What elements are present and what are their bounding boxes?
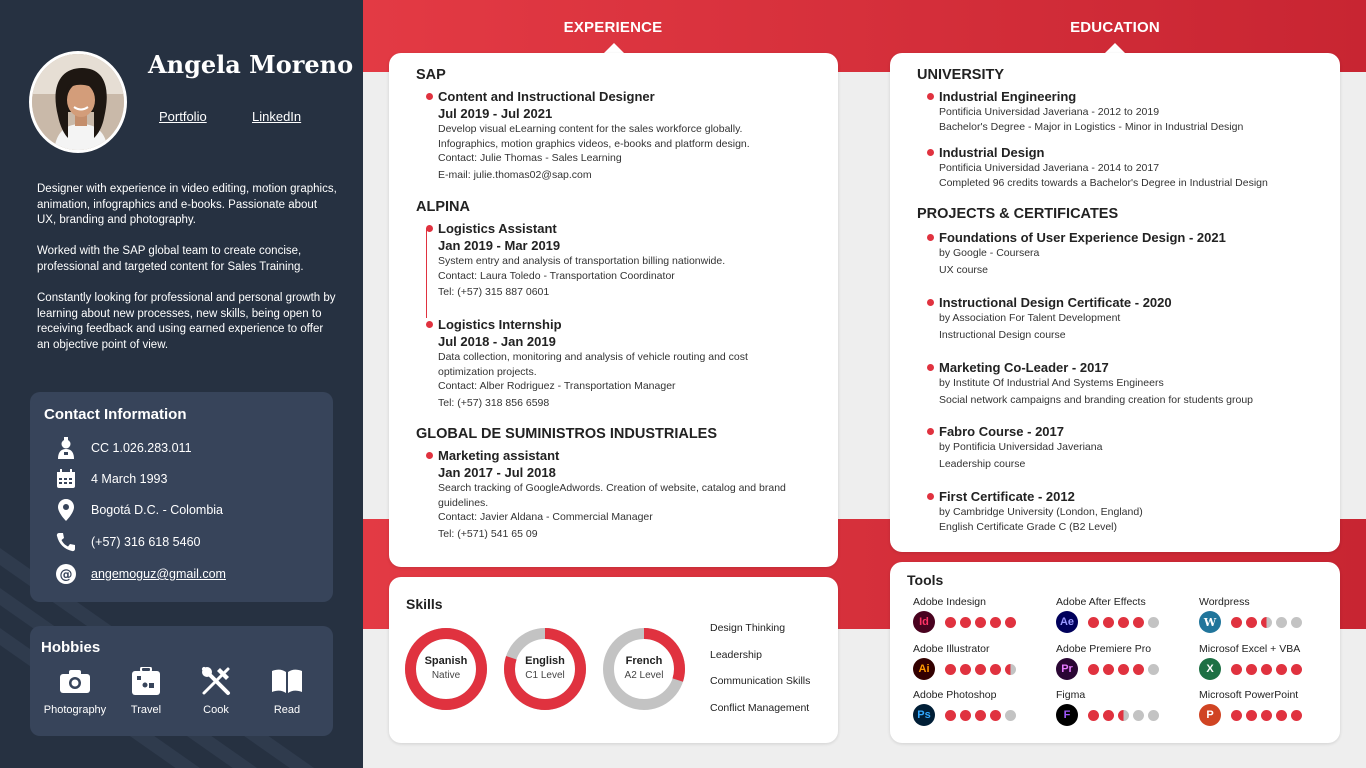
id-number: CC 1.026.283.011 <box>91 441 192 455</box>
about-paragraph: Constantly looking for professional and personal growth by learning about new processes, new skills, being open to receiving feedback and using earned experience to offer an objective point of view. <box>37 292 336 351</box>
project-entry <box>939 359 1253 407</box>
experience-entry <box>438 316 828 410</box>
role-email: E-mail: julie.thomas02@sap.com <box>438 168 592 181</box>
rating-dot <box>975 710 986 721</box>
project-issuer: by Cambridge University (London, England) <box>939 506 1143 518</box>
timeline-bullet <box>927 428 934 435</box>
role-phone: Tel: (+57) 318 856 6598 <box>438 396 550 409</box>
university-heading: UNIVERSITY <box>917 67 1005 83</box>
timeline-bullet <box>927 364 934 371</box>
rating-dot <box>945 664 956 675</box>
language-progress-arc <box>411 634 482 705</box>
linkedin-link[interactable]: LinkedIn <box>252 109 302 124</box>
portfolio-link[interactable]: Portfolio <box>159 109 207 124</box>
rating-dot <box>1148 617 1159 628</box>
timeline-bullet <box>927 493 934 500</box>
language-level: Native <box>431 670 461 681</box>
tool-rating <box>1088 710 1159 721</box>
project-detail: Instructional Design course <box>939 328 1066 341</box>
rating-dot <box>960 710 971 721</box>
role-detail: System entry and analysis of transportation billing nationwide. <box>438 255 726 267</box>
project-detail: Leadership course <box>939 457 1026 470</box>
project-title: Fabro Course - 2017 <box>939 424 1064 439</box>
degree-entry <box>939 88 1243 134</box>
rating-dot <box>975 664 986 675</box>
experience-entry <box>438 447 828 541</box>
experience-entry <box>438 88 828 182</box>
tool-name: Adobe Photoshop <box>913 689 997 701</box>
rating-dot <box>1103 617 1114 628</box>
rating-dot <box>1231 710 1242 721</box>
language-name: French <box>625 655 663 667</box>
phone: (+57) 316 618 5460 <box>91 535 201 549</box>
soft-skill: Design Thinking <box>710 622 786 634</box>
rating-dot <box>960 664 971 675</box>
tool-item <box>1199 596 1339 636</box>
project-issuer: by Institute Of Industrial And Systems Engineers <box>939 377 1164 389</box>
figma-icon: F <box>1056 704 1078 726</box>
excel-icon: X <box>1199 658 1221 680</box>
degree-detail: Completed 96 credits towards a Bachelor's Degree in Industrial Design <box>939 176 1268 189</box>
tool-item <box>913 596 1053 636</box>
tool-rating <box>1088 617 1159 628</box>
experience-heading: EXPERIENCE <box>563 19 663 36</box>
language-name: English <box>525 655 565 667</box>
heading-notch <box>1105 43 1125 53</box>
rating-dot <box>1005 710 1016 721</box>
rating-dot <box>1103 710 1114 721</box>
project-title: Foundations of User Experience Design - 2021 <box>939 230 1226 245</box>
project-issuer: by Google - Coursera <box>939 247 1040 259</box>
heading-notch <box>604 43 624 53</box>
contact-id-row <box>54 436 192 460</box>
project-issuer: by Pontificia Universidad Javeriana <box>939 441 1103 453</box>
company-name: GLOBAL DE SUMINISTROS INDUSTRIALES <box>416 426 718 442</box>
rating-dot <box>945 617 956 628</box>
photoshop-icon: Ps <box>913 704 935 726</box>
luggage-icon <box>132 667 160 700</box>
timeline-bullet <box>426 452 433 459</box>
hobby-cook <box>181 666 251 716</box>
project-entry <box>939 294 1172 342</box>
role-title: Logistics Assistant <box>438 221 557 236</box>
phone-icon <box>54 530 78 554</box>
rating-dot <box>1291 617 1302 628</box>
hobbies-title: Hobbies <box>41 639 101 656</box>
tool-item <box>1056 689 1196 729</box>
sidebar <box>0 0 363 768</box>
hobby-label: Cook <box>203 704 229 716</box>
tool-name: Adobe Premiere Pro <box>1056 643 1152 655</box>
tool-name: Figma <box>1056 689 1086 701</box>
wordpress-icon: W <box>1199 611 1221 633</box>
tool-item <box>913 689 1053 729</box>
contact-location-row <box>54 498 224 522</box>
rating-dot <box>1118 710 1129 721</box>
degree-title: Industrial Design <box>939 145 1045 160</box>
rating-dot <box>1133 617 1144 628</box>
rating-dot <box>1276 664 1287 675</box>
soft-skill: Conflict Management <box>710 702 810 714</box>
language-name: Spanish <box>424 655 468 667</box>
timeline-bullet <box>927 234 934 241</box>
role-detail: Develop visual eLearning content for the sales workforce globally. <box>438 123 743 135</box>
degree-institution: Pontificia Universidad Javeriana - 2012 to 2019 <box>939 106 1160 118</box>
book-icon <box>272 669 302 698</box>
calendar-icon <box>54 467 78 491</box>
rating-dot <box>1005 617 1016 628</box>
role-dates: Jul 2018 - Jan 2019 <box>438 334 556 349</box>
degree-institution: Pontificia Universidad Javeriana - 2014 to 2017 <box>939 162 1160 174</box>
role-dates: Jul 2019 - Jul 2021 <box>438 106 553 121</box>
rating-dot <box>1291 664 1302 675</box>
rating-dot <box>1103 664 1114 675</box>
rating-dot <box>990 664 1001 675</box>
contact-birthday-row <box>54 467 168 491</box>
tool-name: Wordpress <box>1199 596 1250 608</box>
rating-dot <box>1291 710 1302 721</box>
project-detail: English Certificate Grade C (B2 Level) <box>939 520 1117 533</box>
premiere-pro-icon: Pr <box>1056 658 1078 680</box>
project-entry <box>939 423 1102 471</box>
about-paragraph: Designer with experience in video editing, motion graphics, animation, infographics and e-books. Passionate about UX, branding and photography. <box>37 183 337 226</box>
timeline-bullet <box>426 93 433 100</box>
location-pin-icon <box>54 498 78 522</box>
rating-dot <box>1088 710 1099 721</box>
skills-title: Skills <box>406 596 443 612</box>
timeline-bullet <box>927 149 934 156</box>
tool-item <box>913 643 1053 683</box>
timeline-line <box>426 228 427 318</box>
contact-title: Contact Information <box>44 406 187 423</box>
tool-rating <box>945 664 1016 675</box>
location: Bogotá D.C. - Colombia <box>91 503 224 517</box>
rating-dot <box>1246 710 1257 721</box>
language-ring-english <box>504 628 586 710</box>
language-level: A2 Level <box>624 670 664 681</box>
profile-name: Angela Moreno <box>148 50 354 79</box>
tool-name: Adobe Indesign <box>913 596 986 608</box>
hobby-travel <box>111 666 181 716</box>
role-title: Marketing assistant <box>438 448 560 463</box>
rating-dot <box>1261 617 1272 628</box>
camera-icon <box>60 669 90 698</box>
tools-title: Tools <box>907 572 944 588</box>
svg-text:@: @ <box>59 567 73 583</box>
company-name: ALPINA <box>416 199 470 215</box>
rating-dot <box>990 710 1001 721</box>
indesign-icon: Id <box>913 611 935 633</box>
tool-item <box>1056 596 1196 636</box>
rating-dot <box>1246 664 1257 675</box>
rating-dot <box>1231 664 1242 675</box>
avatar <box>29 51 127 153</box>
tool-rating <box>1231 710 1302 721</box>
timeline-bullet <box>426 225 433 232</box>
timeline-bullet <box>927 299 934 306</box>
soft-skill: Communication Skills <box>710 675 811 687</box>
experience-entry <box>438 220 828 300</box>
rating-dot <box>1261 710 1272 721</box>
contact-phone-row <box>54 530 201 554</box>
rating-dot <box>1005 664 1016 675</box>
tool-rating <box>1231 617 1302 628</box>
tool-rating <box>1088 664 1159 675</box>
role-detail: Search tracking of GoogleAdwords. Creation of website, catalog and brand guidelines. <box>438 482 786 509</box>
tool-item <box>1199 643 1339 683</box>
rating-dot <box>1088 664 1099 675</box>
tool-item <box>1056 643 1196 683</box>
project-entry <box>939 488 1143 534</box>
rating-dot <box>1246 617 1257 628</box>
rating-dot <box>1133 710 1144 721</box>
birthday: 4 March 1993 <box>91 472 168 486</box>
language-ring-spanish <box>405 628 487 710</box>
after-effects-icon: Ae <box>1056 611 1078 633</box>
rating-dot <box>1148 664 1159 675</box>
rating-dot <box>960 617 971 628</box>
role-phone: Tel: (+571) 541 65 09 <box>438 527 538 540</box>
id-badge-icon <box>54 436 78 460</box>
language-ring-french <box>603 628 685 710</box>
role-title: Logistics Internship <box>438 317 562 332</box>
email-link[interactable]: angemoguz@gmail.com <box>91 567 226 581</box>
project-title: First Certificate - 2012 <box>939 489 1075 504</box>
projects-heading: PROJECTS & CERTIFICATES <box>917 206 1119 222</box>
role-contact: Contact: Alber Rodriguez - Transportation Manager <box>438 380 676 392</box>
role-detail: Data collection, monitoring and analysis of vehicle routing and cost optimization projects. <box>438 351 748 378</box>
tool-rating <box>945 710 1016 721</box>
rating-dot <box>1261 664 1272 675</box>
role-dates: Jan 2019 - Mar 2019 <box>438 238 561 253</box>
tool-item <box>1199 689 1339 729</box>
role-title: Content and Instructional Designer <box>438 89 655 104</box>
hobby-label: Travel <box>130 704 162 716</box>
role-contact: Contact: Laura Toledo - Transportation Coordinator <box>438 269 675 282</box>
at-sign-icon <box>54 562 78 586</box>
hobby-photography <box>40 666 110 716</box>
rating-dot <box>1276 710 1287 721</box>
project-detail: UX course <box>939 263 989 276</box>
role-dates: Jan 2017 - Jul 2018 <box>438 465 556 480</box>
soft-skill: Leadership <box>710 649 762 661</box>
rating-dot <box>1148 710 1159 721</box>
degree-entry <box>939 144 1268 190</box>
tool-name: Adobe After Effects <box>1056 596 1146 608</box>
powerpoint-icon: P <box>1199 704 1221 726</box>
role-contact: Contact: Javier Aldana - Commercial Manager <box>438 511 653 523</box>
project-entry <box>939 229 1226 277</box>
rating-dot <box>990 617 1001 628</box>
rating-dot <box>975 617 986 628</box>
hobby-label: Read <box>273 704 301 716</box>
tool-name: Microsof Excel + VBA <box>1199 643 1301 655</box>
degree-title: Industrial Engineering <box>939 89 1077 104</box>
project-title: Marketing Co-Leader - 2017 <box>939 360 1109 375</box>
rating-dot <box>1088 617 1099 628</box>
rating-dot <box>945 710 956 721</box>
hobby-read <box>252 666 322 716</box>
timeline-bullet <box>927 93 934 100</box>
project-title: Instructional Design Certificate - 2020 <box>939 295 1172 310</box>
role-contact: Contact: Julie Thomas - Sales Learning <box>438 152 622 164</box>
timeline-bullet <box>426 321 433 328</box>
role-detail: Infographics, motion graphics videos, e-books and platform design. <box>438 137 750 150</box>
company-name: SAP <box>416 67 446 83</box>
rating-dot <box>1133 664 1144 675</box>
tool-name: Adobe Illustrator <box>913 643 990 655</box>
contact-email-row <box>54 562 226 586</box>
rating-dot <box>1276 617 1287 628</box>
project-detail: Social network campaigns and branding creation for students group <box>939 393 1254 406</box>
about-paragraph: Worked with the SAP global team to create concise, professional and targeted content for Sales Training. <box>37 245 304 273</box>
degree-detail: Bachelor's Degree - Major in Logistics - Minor in Industrial Design <box>939 120 1244 133</box>
tool-name: Microsoft PowerPoint <box>1199 689 1299 701</box>
tool-rating <box>1231 664 1302 675</box>
language-level: C1 Level <box>525 670 565 681</box>
project-issuer: by Association For Talent Development <box>939 312 1121 324</box>
role-phone: Tel: (+57) 315 887 0601 <box>438 286 550 298</box>
rating-dot <box>1118 664 1129 675</box>
illustrator-icon: Ai <box>913 658 935 680</box>
rating-dot <box>1118 617 1129 628</box>
hobby-label: Photography <box>43 704 107 716</box>
education-heading: EDUCATION <box>1070 19 1160 36</box>
tool-rating <box>945 617 1016 628</box>
rating-dot <box>1231 617 1242 628</box>
utensils-icon <box>201 666 231 701</box>
